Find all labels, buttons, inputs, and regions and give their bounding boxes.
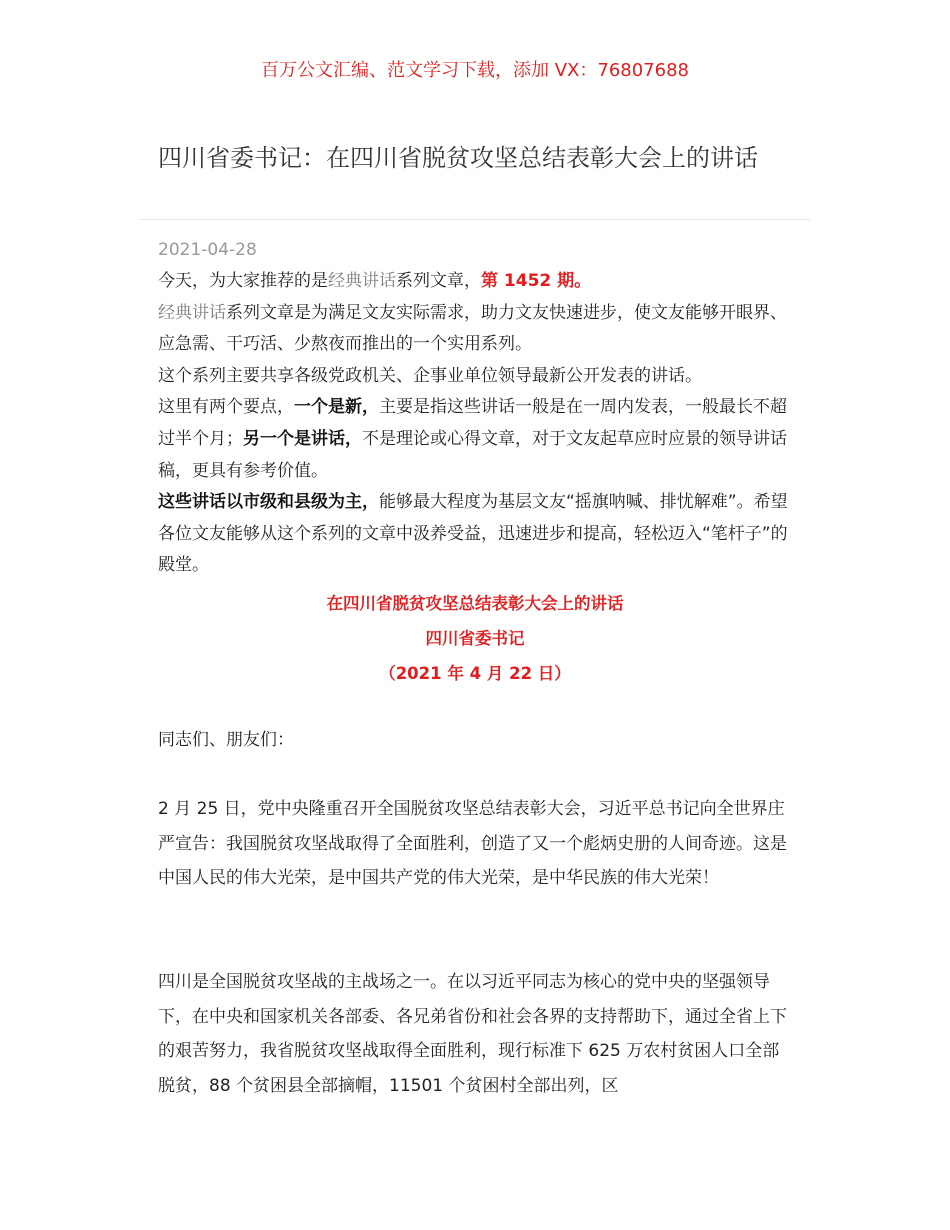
speech-greeting: 同志们、朋友们：: [158, 730, 294, 750]
watermark-banner: 百万公文汇编、范文学习下载，添加 VX：76807688: [261, 60, 689, 81]
article-title: 四川省委书记：在四川省脱贫攻坚总结表彰大会上的讲话: [158, 144, 758, 172]
series-name: 经典讲话: [328, 271, 396, 291]
title-divider: [140, 219, 810, 220]
speech-paragraph: 2 月 25 日，党中央隆重召开全国脱贫攻坚总结表彰大会，习近平总书记向全世界庄严宣告：我国脱贫攻坚战取得了全面胜利，创造了又一个彪炳史册的人间奇迹。这是中国人民的伟大光荣，是中国共产党的伟大光荣，是中华民族的伟大光荣！: [158, 799, 787, 888]
intro-text: 今天，为大家推荐的是: [158, 271, 328, 291]
intro-text: 能够最大程度为基层文友“摇旗呐喊、排忧解难”。希望各位文友能够从这个系列的文章中汲养受益，迅速进步和提高，轻松迈入“笔杆子”的殿堂。: [158, 492, 788, 576]
intro-paragraph: [158, 487, 794, 582]
key-point: 另一个是讲话，: [243, 428, 362, 449]
key-point: 这些讲话以市级和县级为主，: [158, 492, 379, 513]
article-date: 2021-04-28: [158, 240, 257, 260]
key-point: 一个是新，: [294, 397, 379, 418]
intro-paragraph: [158, 298, 794, 361]
speech-title: 在四川省脱贫攻坚总结表彰大会上的讲话: [326, 594, 624, 613]
intro-text: 这个系列主要共享各级党政机关、企事业单位领导最新公开发表的讲话。: [158, 365, 702, 386]
intro-text: 系列文章，: [396, 271, 481, 291]
intro-paragraph: [158, 266, 794, 298]
series-name: 经典讲话: [158, 302, 226, 323]
issue-number: 第 1452 期。: [481, 271, 592, 291]
speech-paragraph: 四川是全国脱贫攻坚战的主战场之一。在以习近平同志为核心的党中央的坚强领导下，在中央和国家机关各部委、各兄弟省份和社会各界的支持帮助下，通过全省上下的艰苦努力，我省脱贫攻坚战取得全面胜利，现行标准下 625 万农村贫困人口全部脱贫，88 个贫困县全部摘帽，11501 个贫困村全部出列，区: [158, 972, 787, 1096]
intro-paragraph: [158, 361, 794, 393]
intro-text: 系列文章是为满足文友实际需求，助力文友快速进步，使文友能够开眼界、应急需、干巧活、少熬夜而推出的一个实用系列。: [158, 302, 787, 355]
intro-text: 这里有两个要点，: [158, 397, 294, 418]
speech-date: （2021 年 4 月 22 日）: [379, 664, 571, 683]
intro-text: 不是理论或心得文章，对于文友起草应时应景的领导讲话稿，更具有参考价值。: [158, 428, 787, 481]
intro-section: [158, 266, 794, 582]
intro-paragraph: [158, 392, 794, 487]
speech-speaker: 四川省委书记: [425, 629, 525, 648]
intro-text: 主要是指这些讲话一般是在一周内发表，一般最长不超过半个月；: [158, 397, 787, 449]
